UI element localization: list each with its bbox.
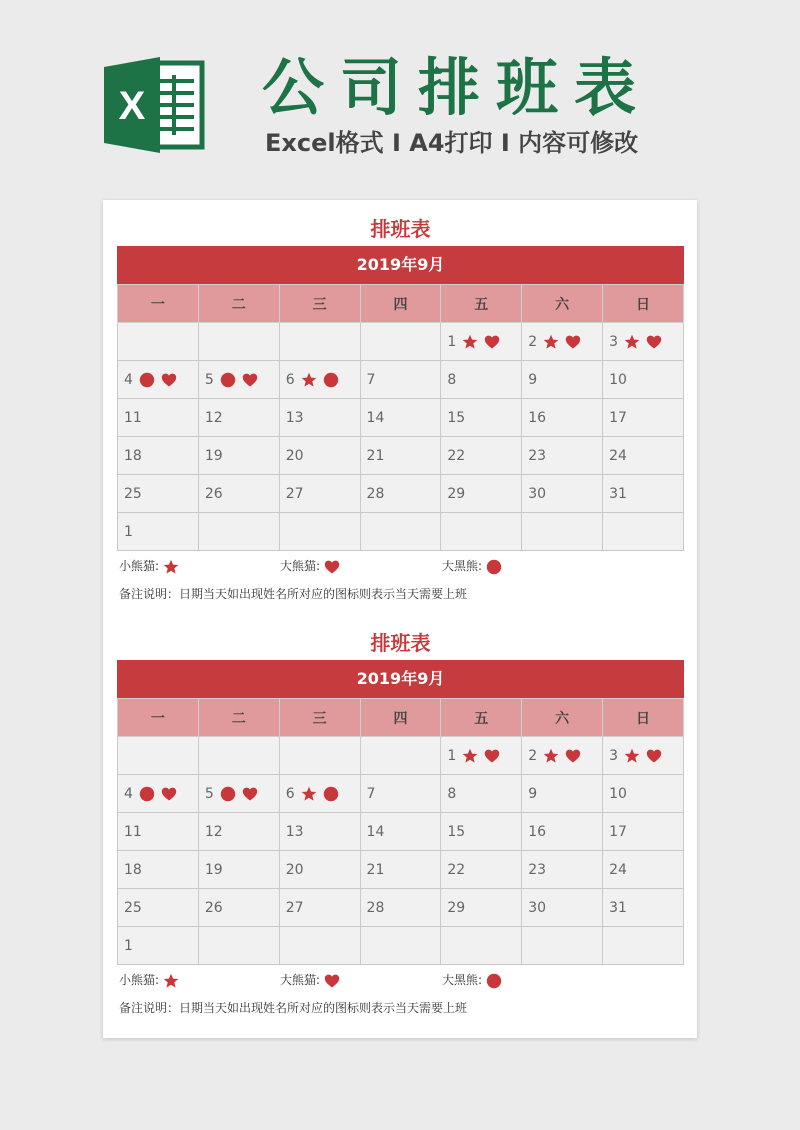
day-cell	[522, 323, 603, 361]
star-icon	[301, 786, 317, 802]
day-cell	[603, 323, 684, 361]
circle-icon	[139, 372, 155, 388]
legend-item	[442, 557, 502, 575]
day-number: 2	[528, 747, 538, 764]
day-cell	[198, 813, 279, 851]
day-cell	[360, 399, 441, 437]
day-cell	[603, 851, 684, 889]
day-cell	[522, 927, 603, 965]
day-number: 31	[609, 899, 627, 916]
day-number: 6	[285, 785, 295, 802]
day-cell	[522, 475, 603, 513]
day-cell	[198, 775, 279, 813]
day-cell	[441, 851, 522, 889]
page-header	[0, 0, 800, 200]
day-cell	[360, 851, 441, 889]
day-cell	[360, 323, 441, 361]
day-cell	[522, 399, 603, 437]
weekday-row	[118, 699, 684, 737]
day-number: 26	[204, 899, 223, 916]
weekday-header: 日	[603, 699, 684, 737]
week-row	[118, 361, 684, 399]
day-cell	[360, 475, 441, 513]
day-number: 28	[366, 485, 385, 502]
legend	[117, 965, 684, 993]
legend-label: 大黑熊:	[442, 973, 483, 987]
day-number: 31	[609, 485, 627, 502]
day-number: 10	[609, 371, 627, 388]
day-number: 23	[528, 861, 547, 878]
day-number: 15	[447, 409, 466, 426]
legend-item	[280, 557, 340, 575]
schedule-paper	[103, 200, 697, 1038]
day-cell	[118, 323, 199, 361]
day-number: 21	[366, 861, 385, 878]
weekday-header: 二	[198, 699, 279, 737]
day-cell	[603, 437, 684, 475]
day-cell	[279, 323, 360, 361]
day-cell	[441, 927, 522, 965]
day-number: 11	[124, 823, 142, 840]
day-number: 14	[366, 409, 385, 426]
day-cell	[603, 813, 684, 851]
day-cell	[360, 513, 441, 551]
weekday-header: 六	[522, 285, 603, 323]
day-cell	[279, 927, 360, 965]
day-cell	[522, 513, 603, 551]
day-cell	[360, 927, 441, 965]
day-cell	[603, 513, 684, 551]
day-cell	[279, 889, 360, 927]
star-icon	[624, 748, 640, 764]
day-cell	[198, 737, 279, 775]
day-number: 7	[366, 371, 376, 388]
day-cell	[118, 361, 199, 399]
calendar-title: 排班表	[370, 217, 431, 241]
day-number: 29	[447, 899, 466, 916]
star-icon	[543, 748, 559, 764]
day-cell	[198, 399, 279, 437]
circle-icon	[486, 559, 502, 575]
day-cell	[603, 775, 684, 813]
calendar-table	[117, 284, 684, 551]
day-cell	[118, 927, 199, 965]
day-number: 3	[609, 747, 618, 764]
legend-label: 大熊猫:	[280, 973, 321, 987]
weekday-header: 五	[441, 699, 522, 737]
day-number: 26	[204, 485, 223, 502]
day-cell	[441, 813, 522, 851]
day-number: 1	[447, 333, 457, 350]
heart-icon	[646, 748, 662, 764]
day-cell	[279, 737, 360, 775]
week-row	[118, 475, 684, 513]
day-number: 10	[609, 785, 627, 802]
day-number: 4	[124, 785, 133, 802]
star-icon	[301, 372, 317, 388]
day-number: 30	[528, 485, 547, 502]
weekday-header: 四	[360, 285, 441, 323]
star-icon	[543, 334, 559, 350]
day-number: 2	[528, 333, 538, 350]
day-cell	[522, 851, 603, 889]
day-cell	[279, 361, 360, 399]
day-number: 13	[285, 823, 304, 840]
day-cell	[603, 737, 684, 775]
day-number: 4	[124, 371, 133, 388]
weekday-header: 日	[603, 285, 684, 323]
legend-item	[119, 971, 179, 989]
day-cell	[279, 775, 360, 813]
weekday-header: 五	[441, 285, 522, 323]
calendar-block	[117, 212, 684, 609]
day-cell	[522, 361, 603, 399]
week-row	[118, 399, 684, 437]
day-number: 1	[124, 523, 133, 540]
day-cell	[118, 889, 199, 927]
week-row	[118, 927, 684, 965]
day-cell	[279, 437, 360, 475]
day-cell	[360, 737, 441, 775]
weekday-header: 三	[279, 285, 360, 323]
day-cell	[441, 437, 522, 475]
weekday-header: 四	[360, 699, 441, 737]
star-icon	[163, 973, 179, 989]
day-cell	[522, 813, 603, 851]
day-cell	[441, 323, 522, 361]
day-number: 5	[204, 785, 214, 802]
day-number: 29	[447, 485, 466, 502]
month-bar: 2019年9月	[117, 660, 684, 698]
day-number: 3	[609, 333, 618, 350]
circle-icon	[323, 786, 339, 802]
day-cell	[198, 927, 279, 965]
day-cell	[198, 323, 279, 361]
day-cell	[118, 399, 199, 437]
heart-icon	[565, 748, 581, 764]
day-number: 25	[124, 899, 142, 916]
day-cell	[603, 475, 684, 513]
note-text: 备注说明：日期当天如出现姓名所对应的图标则表示当天需要上班	[119, 587, 468, 601]
circle-icon	[486, 973, 502, 989]
day-cell	[198, 889, 279, 927]
day-cell	[198, 513, 279, 551]
day-cell	[198, 851, 279, 889]
week-row	[118, 851, 684, 889]
day-number: 16	[528, 823, 547, 840]
star-icon	[462, 748, 478, 764]
legend	[117, 551, 684, 579]
weekday-header: 一	[118, 699, 199, 737]
weekday-header: 二	[198, 285, 279, 323]
day-number: 5	[204, 371, 214, 388]
day-number: 27	[285, 899, 304, 916]
heart-icon	[161, 786, 177, 802]
heart-icon	[484, 748, 500, 764]
day-number: 15	[447, 823, 466, 840]
day-cell	[360, 437, 441, 475]
day-cell	[279, 851, 360, 889]
legend-label: 大黑熊:	[442, 559, 483, 573]
star-icon	[624, 334, 640, 350]
legend-item	[442, 971, 502, 989]
day-cell	[441, 475, 522, 513]
day-number: 24	[609, 861, 627, 878]
day-number: 20	[285, 861, 304, 878]
star-icon	[163, 559, 179, 575]
day-number: 11	[124, 409, 142, 426]
day-number: 28	[366, 899, 385, 916]
day-number: 17	[609, 823, 627, 840]
week-row	[118, 775, 684, 813]
day-cell	[441, 361, 522, 399]
legend-label: 小熊猫:	[119, 559, 160, 573]
day-number: 12	[204, 409, 223, 426]
day-number: 18	[124, 447, 142, 464]
day-cell	[441, 889, 522, 927]
day-cell	[118, 813, 199, 851]
day-number: 22	[447, 447, 466, 464]
heart-icon	[242, 372, 258, 388]
week-row	[118, 437, 684, 475]
star-icon	[462, 334, 478, 350]
day-cell	[118, 475, 199, 513]
day-number: 17	[609, 409, 627, 426]
day-number: 20	[285, 447, 304, 464]
weekday-header: 六	[522, 699, 603, 737]
day-number: 9	[528, 371, 538, 388]
day-number: 14	[366, 823, 385, 840]
day-cell	[441, 513, 522, 551]
day-cell	[360, 361, 441, 399]
day-cell	[118, 851, 199, 889]
circle-icon	[323, 372, 339, 388]
day-cell	[360, 775, 441, 813]
heart-icon	[324, 973, 340, 989]
calendar-title: 排班表	[370, 631, 431, 655]
month-bar: 2019年9月	[117, 246, 684, 284]
heart-icon	[161, 372, 177, 388]
day-number: 8	[447, 785, 457, 802]
page-subtitle: Excel格式 I A4打印 I 内容可修改	[265, 129, 639, 157]
day-number: 21	[366, 447, 385, 464]
day-number: 12	[204, 823, 223, 840]
day-cell	[279, 399, 360, 437]
day-cell	[441, 775, 522, 813]
day-number: 27	[285, 485, 304, 502]
day-number: 22	[447, 861, 466, 878]
week-row	[118, 513, 684, 551]
circle-icon	[220, 786, 236, 802]
day-cell	[198, 361, 279, 399]
calendar-block	[117, 626, 684, 1023]
legend-item	[119, 557, 179, 575]
day-number: 19	[204, 447, 223, 464]
weekday-row	[118, 285, 684, 323]
day-number: 7	[366, 785, 376, 802]
week-row	[118, 737, 684, 775]
heart-icon	[646, 334, 662, 350]
day-cell	[118, 737, 199, 775]
day-cell	[360, 813, 441, 851]
circle-icon	[139, 786, 155, 802]
day-cell	[522, 737, 603, 775]
weekday-header: 三	[279, 699, 360, 737]
day-cell	[522, 437, 603, 475]
day-cell	[603, 361, 684, 399]
day-cell	[441, 737, 522, 775]
day-number: 6	[285, 371, 295, 388]
day-number: 1	[447, 747, 457, 764]
legend-label: 小熊猫:	[119, 973, 160, 987]
day-cell	[279, 813, 360, 851]
page-title: 公司排班表	[262, 51, 653, 124]
heart-icon	[324, 559, 340, 575]
heart-icon	[484, 334, 500, 350]
day-number: 13	[285, 409, 304, 426]
day-cell	[118, 437, 199, 475]
note-text: 备注说明：日期当天如出现姓名所对应的图标则表示当天需要上班	[119, 1001, 468, 1015]
day-cell	[279, 513, 360, 551]
excel-logo-icon	[102, 55, 206, 155]
day-cell	[603, 399, 684, 437]
day-cell	[198, 475, 279, 513]
day-cell	[441, 399, 522, 437]
day-number: 9	[528, 785, 538, 802]
heart-icon	[565, 334, 581, 350]
day-number: 25	[124, 485, 142, 502]
logo-letter: X	[118, 84, 146, 128]
day-number: 1	[124, 937, 133, 954]
day-number: 19	[204, 861, 223, 878]
day-number: 23	[528, 447, 547, 464]
legend-item	[280, 971, 340, 989]
day-cell	[360, 889, 441, 927]
week-row	[118, 323, 684, 361]
day-cell	[279, 475, 360, 513]
day-number: 30	[528, 899, 547, 916]
day-number: 18	[124, 861, 142, 878]
day-cell	[198, 437, 279, 475]
heart-icon	[242, 786, 258, 802]
day-number: 24	[609, 447, 627, 464]
weekday-header: 一	[118, 285, 199, 323]
day-cell	[118, 775, 199, 813]
circle-icon	[220, 372, 236, 388]
legend-label: 大熊猫:	[280, 559, 321, 573]
day-number: 16	[528, 409, 547, 426]
day-cell	[603, 889, 684, 927]
day-cell	[118, 513, 199, 551]
day-cell	[522, 889, 603, 927]
week-row	[118, 813, 684, 851]
calendar-table	[117, 698, 684, 965]
day-number: 8	[447, 371, 457, 388]
week-row	[118, 889, 684, 927]
day-cell	[603, 927, 684, 965]
day-cell	[522, 775, 603, 813]
